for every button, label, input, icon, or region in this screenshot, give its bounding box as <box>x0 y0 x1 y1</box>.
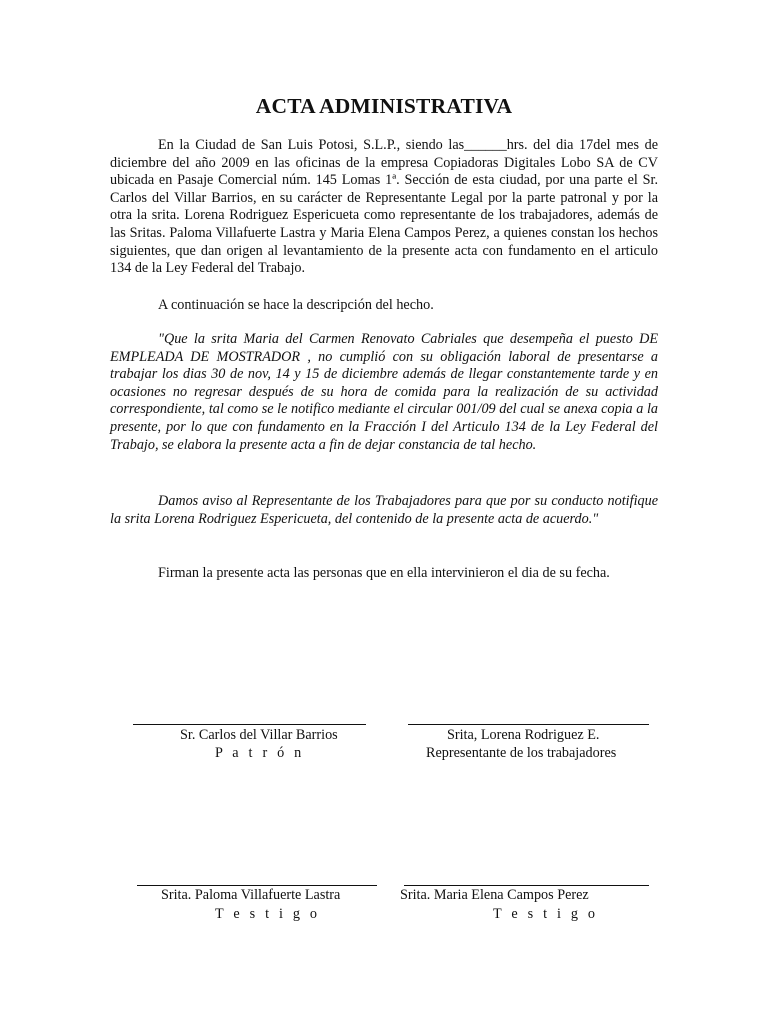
signature-role-patron: P a t r ó n <box>215 745 305 761</box>
signature-line-patron <box>133 724 366 725</box>
signature-line-representante <box>408 724 649 725</box>
signature-name-testigo-2: Srita. Maria Elena Campos Perez <box>400 887 589 903</box>
signature-name-testigo-1: Srita. Paloma Villafuerte Lastra <box>161 887 341 903</box>
signature-role-testigo-2: T e s t i g o <box>493 906 599 922</box>
intro-paragraph: En la Ciudad de San Luis Potosi, S.L.P., siendo las______hrs. del dia 17del mes de diciembre del año 2009 en las oficinas de la empresa Copiadoras Digitales Lobo SA de CV ubicada en Pasaje Comercial núm. 145 Lomas 1ª. Sección de esta ciudad, por una parte el Sr. Carlos del Villar Barrios, en su carácter de Representante Legal por la parte patronal y por la otra la srita. Lorena Rodriguez Espericueta como representante de los trabajadores, además de las Sritas. Paloma Villafuerte Lastra y Maria Elena Campos Perez, a quienes constan los hechos siguientes, que dan origen al levantamiento de la presente acta con fundamento en el articulo 134 de la Ley Federal del Trabajo. <box>110 137 658 277</box>
closing-paragraph: Firman la presente acta las personas que en ella intervinieron el dia de su fecha. <box>158 565 610 581</box>
document-title: ACTA ADMINISTRATIVA <box>255 94 513 118</box>
facts-paragraph: "Que la srita Maria del Carmen Renovato Cabriales que desempeña el puesto DE EMPLEADA DE MOSTRADOR , no cumplió con su obligación laboral de presentarse a trabajar los dias 30 de nov, 14 y 15 de diciembre además de llegar constantemente tarde y en ocasiones no regresar después de su hora de comida para la realización de su actividad correspondiente, tal como se le notifico mediante el circular 001/09 del cual se anexa copia a la presente, por lo que con fundamento en la Fracción I del Articulo 134 de la Ley Federal del Trabajo, se elabora la presente acta a fin de dejar constancia de tal hecho. <box>110 331 658 453</box>
signature-role-representante: Representante de los trabajadores <box>426 745 617 761</box>
signature-role-testigo-1: T e s t i g o <box>215 906 321 922</box>
signature-name-patron: Sr. Carlos del Villar Barrios <box>180 727 338 743</box>
signature-name-representante: Srita, Lorena Rodriguez E. <box>447 727 600 743</box>
notice-paragraph: Damos aviso al Representante de los Trabajadores para que por su conducto notifique la srita Lorena Rodriguez Espericueta, del contenido de la presente acta de acuerdo." <box>110 493 658 527</box>
signature-line-testigo-2 <box>404 885 649 886</box>
continuation-paragraph: A continuación se hace la descripción del hecho. <box>158 297 434 313</box>
signature-line-testigo-1 <box>137 885 377 886</box>
